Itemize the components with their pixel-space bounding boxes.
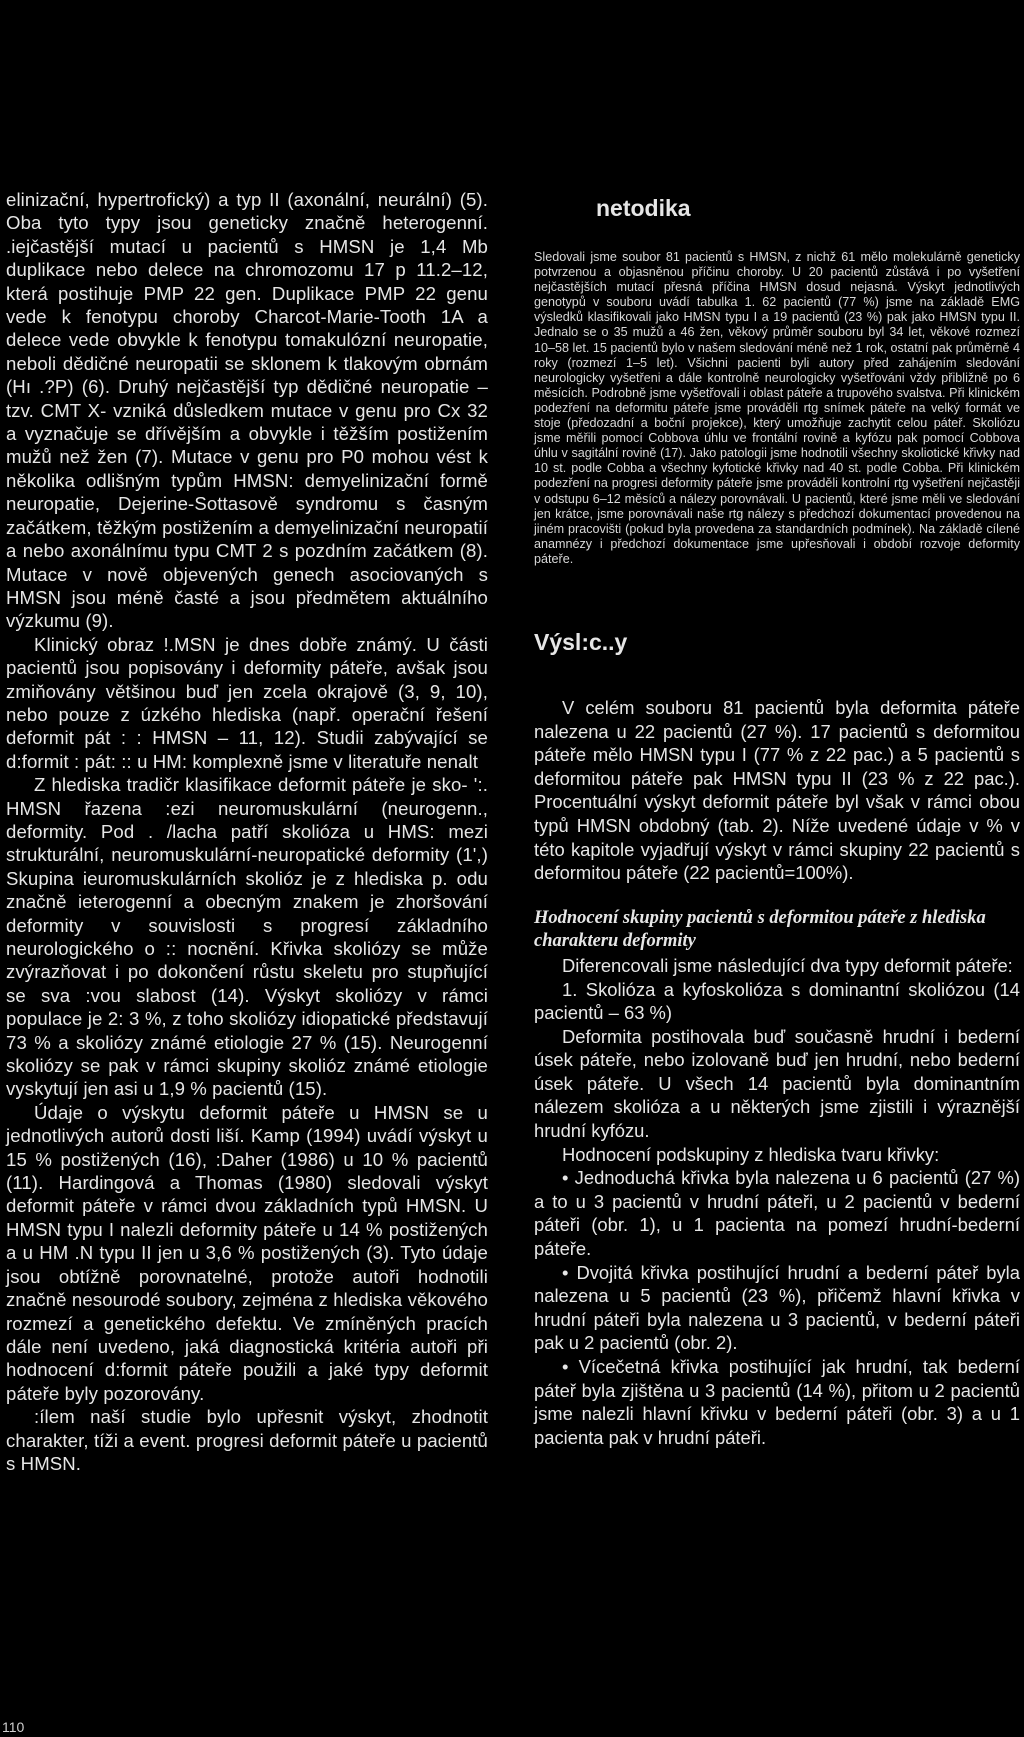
intro-paragraph: elinizační, hypertrofický) a typ II (axonální, neurální) (5). Oba tyto typy jsou geneticky značně heterogenní. .iejčastější mutací u pacientů s HMSN je 1,4 Mb duplikace nebo delece na chromozomu 17 p 11.2–12, která postihuje PMP 22 gen. Duplikace PMP 22 genu vede k fenotypu choroby Charcot-Marie-Tooth 1A a delece vede obvykle k fenotypu tomakulózní neuropatie, neboli dědičné neuropatii se sklonem k tlakovým obrnám (Hı .?P) (6). Druhý nejčastější typ dědičné neuropatie – tzv. CMT X- vzniká důsledkem mutace v genu pro Cx 32 a vyznačuje se dřívějším a obvykle i těžším postižením mužů než žen (7). Mutace v genu pro P0 mohou vést k několika odlišným typům HMSN: demyelinizační formě neuropatie, Dejerine-Sottasově syndromu s časným začátkem, těžkým postižením a demyelinizační neuropatií a nebo axonálnímu typu CMT 2 s pozdním začátkem (8). Mutace v nově objevených genech asociovaných s HMSN jsou méně časté a jsou předmětem aktuálního výzkumu (9). bbox=[6, 189, 488, 632]
bullet-item: • Dvojitá křivka postihující hrudní a bederní páteř byla nalezena u 5 pacientů (23 %), přičemž hlavní křivka v hrudní páteři byla nalezena u 3 pacientů, v bederní páteři pak u 2 pacientů (obr. 2). bbox=[534, 1261, 1020, 1354]
right-column bbox=[534, 195, 1020, 1449]
results-subheading: Hodnocení skupiny pacientů s deformitou páteře z hlediska charakteru deformity bbox=[534, 907, 986, 952]
results-intro: V celém souboru 81 pacientů byla deformita páteře nalezena u 22 pacientů (27 %). 17 pacientů s deformitou páteře mělo HMSN typu I (77 % z 22 pac.) a 5 pacientů s deformitou páteře pak HMSN typu II (23 % z 22 pac.). Procentuální výskyt deformit páteře byl však v rámci obou typů HMSN obdobný (tab. 2). Níže uvedené údaje v % v této kapitole vyjadřují výskyt v rámci skupiny 22 pacientů s deformitou páteře (22 pacientů=100%). bbox=[534, 696, 1020, 884]
left-column bbox=[6, 188, 488, 1475]
bullet-item: • Vícečetná křivka postihující jak hrudní, tak bederní páteř byla zjištěna u 3 pacientů (14 %), přitom u 2 pacientů jsme nalezli hlavní křivku v bederní páteři (obr. 3) a u 1 pacienta pak v hrudní páteři. bbox=[534, 1356, 1020, 1448]
page-number: 110 bbox=[2, 1719, 25, 1735]
subgroup-paragraph: Hodnocení podskupiny z hlediska tvaru křivky: bbox=[562, 1143, 940, 1165]
classification-paragraph: Z hlediska tradičr klasifikace deformit páteře je sko- ':. HMSN řazena :ezi neuromuskulární (neurogenn., deformity. Pod . /lacha patří skolióza u HMS: mezi strukturální, neuromuskulární-neuropatické deformity (1',) Skupina ieuromuskulárních skolióz je z hlediska p. odu značně ieterogenní a obecným znakem je zhoršování deformity v souvislosti s progresí základního neurologického o :: nocnění. Křivka skoliózy se může zvýrazňovat i po dokončení růstu skeletu pro stupňující se sva :vou slabost (14). Výskyt skoliózy v rámci populace je 2: 3 %, z toho skoliózy idiopatické představují 73 % a skoliózy známé etiologie 27 % (15). Neurogenní skoliózy se pak v rámci skupiny skolióz známé etiologie vyskytují jen asi u 1,9 % pacientů (15). bbox=[6, 774, 488, 1100]
bullet-item: • Jednoduchá křivka byla nalezena u 6 pacientů (27 %) a to u 3 pacientů v hrudní páteři, u 2 pacientů v bederní páteři (obr. 1), u 1 pacienta na pomezí hrudní-bederní páteře. bbox=[534, 1167, 1020, 1260]
clinical-paragraph: Klinický obraz !.MSN je dnes dobře známý. U části pacientů jsou popisovány i deformity páteře, avšak jsou zmiňovány většinou buď jen zcela okrajově (3, 9, 10), nebo pouze z úzkého hlediska (např. operační řešení deformit pát : : HMSN – 11, 12). Studii zabývající se d:formit : pát: :: u HM: komplexně jsme v literatuře nenalt bbox=[6, 633, 488, 772]
incidence-paragraph: Údaje o výskytu deformit páteře u HMSN se u jednotlivých autorů dosti liší. Kamp (1994) uvádí výskyt u 15 % postižených (16), :Daher (1986) u 10 % pacientů (11). Hardingová a Thomas (1980) sledovali výskyt deformit páteře v rámci dvou základních typů HMSN. U HMSN typu I nalezli deformity páteře u 14 % postižených a u HM .N typu II jen u 3,6 % postižených (3). Tyto údaje jsou obtížně porovnatelné, protože autoři hodnotili značně nesourodé soubory, zejména z hlediska věkového rozmezí a genetického defektu. Ve zmíněných pracích dále není uvedeno, jaká diagnostická kritéria autoři při hodnocení d:formit páteře použili a jaké typy deformit páteře byly pozorovány. bbox=[6, 1101, 488, 1404]
methods-heading: netodika bbox=[596, 195, 691, 221]
item-1: 1. Skolióza a kyfoskolióza s dominantní skoliózou (14 pacientů – 63 %) bbox=[534, 978, 1020, 1024]
methods-paragraph: Sledovali jsme soubor 81 pacientů s HMSN, z nichž 61 mělo molekulárně geneticky potvrzenou a objasněnou příčinu choroby. U 20 pacientů zůstává i po vyšetření nejčastějších mutací přesná příčina HMSN dosud nejasná. Výskyt jednotlivých genotypů v souboru uvádí tabulka 1. 62 pacientů (77 %) jsme na základě EMG výsledků klasifikovali jako HMSN typu I a 19 pacientů (23 %) pak jako HMSN typu II. Jednalo se o 35 mužů a 46 žen, věkový průměr souboru byl 34 let, věkové rozmezí 10–58 let. 15 pacientů bylo v našem sledování méně než 1 rok, ostatní pak průměrně 4 roky (rozmezí 1–5 let). Všichni pacienti byli autory před zahájením sledování neurologicky vyšetřeni a dále kontrolně neurologicky vyšetřováni vždy přibližně po 6 měsících. Podrobně jsme vyšetřovali i oblast páteře a trupového svalstva. Při klinickém podezření na deformitu páteře jsme prováděli rtg snímek páteře na velký formát ve stoje (předozadní a boční projekce), který umožňuje zachytit celou páteř. Skoliózu jsme měřili pomocí Cobbova úhlu ve frontální rovině a kyfózu pak pomocí Cobbova úhlu v sagitální rovině (17). Jako patologii jsme hodnotili všechny skoliotické křivky nad 10 st. podle Cobba a všechny kyfotické křivky nad 40 st. podle Cobba. Při klinickém podezření na progresi deformity páteře jsme prováděli kontrolní rtg vyšetření nejčastěji v odstupu 6–12 měsíců a nálezy porovnávali. U pacientů, které jsme měli ve sledování jen krátce, jsme porovnávali naše rtg nálezy s předchozí dokumentací provedenou na jiném pracovišti (pokud byla provedena za standardních podmínek). Na základě cílené anamnézy i předchozí dokumentace jsme upřesňovali i období rozvoje deformity páteře. bbox=[534, 250, 1020, 566]
item-1-description: Deformita postihovala buď současně hrudní i bederní úsek páteře, nebo izolovaně buď jen hrudní, nebo bederní úsek páteře. U všech 14 pacientů byla dominantním nálezem skolióza a u některých jsme zjistili i výraznější hrudní kyfózu. bbox=[534, 1025, 1020, 1142]
diff-paragraph: Diferencovali jsme následující dva typy deformit páteře: bbox=[562, 954, 1013, 976]
aim-paragraph: :ílem naší studie bylo upřesnit výskyt, zhodnotit charakter, tíži a event. progresi deformit páteře u pacientů s HMSN. bbox=[6, 1406, 488, 1474]
results-heading: Výsl:c..y bbox=[534, 628, 628, 655]
